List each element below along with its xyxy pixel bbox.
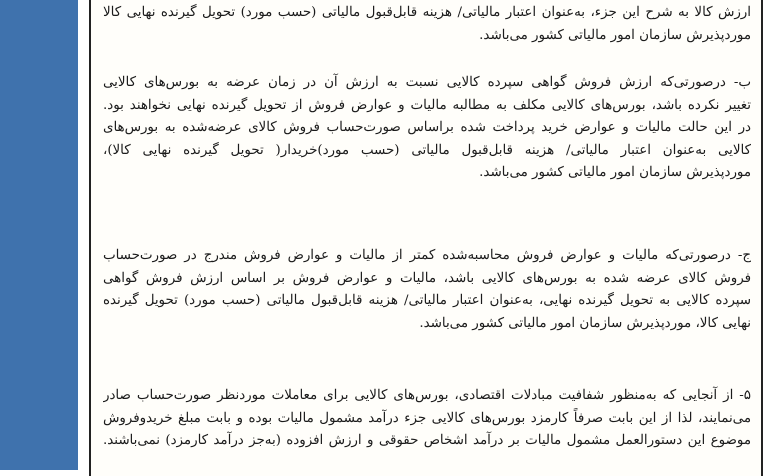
paragraph-3 bbox=[91, 245, 761, 335]
paragraph-4 bbox=[91, 385, 761, 453]
paragraph-1-line-2: موردپذیرش سازمان امور مالیاتی کشور می‌باشد. bbox=[479, 27, 751, 43]
paragraph-2-line-3: در این حالت مالیات و عوارض خرید پرداخت شده براساس صورت‌حساب فروش کالای عرضه‌شده به بورس‌های bbox=[103, 120, 751, 135]
paragraph-3-line-4: نهایی کالا، موردپذیرش سازمان امور مالیاتی کشور می‌باشد. bbox=[419, 315, 751, 331]
paragraph-2-line-1: ب- درصورتی‌که ارزش فروش گواهی سپرده کالایی نسبت به ارزش آن در زمان عرضه به بورس‌های کالایی bbox=[103, 75, 751, 90]
document-page bbox=[89, 0, 763, 476]
paragraph-4-line-2: می‌نمایند، لذا از این بابت صرفاً کارمزد بورس‌های کالایی جزء درآمد مشمول مالیات بوده و بابت مبلغ خریدوفروش bbox=[103, 410, 751, 426]
paragraph-1 bbox=[91, 2, 761, 47]
paragraph-3-line-3: سپرده کالایی به تحویل گیرنده نهایی، به‌عنوان اعتبار مالیاتی/ هزینه قابل‌قبول مالیاتی (حسب مورد) تحویل گیرنده bbox=[103, 293, 751, 308]
paragraph-3-line-1: ج- درصورتی‌که مالیات و عوارض فروش محاسبه‌شده کمتر از مالیات و عوارض فروش مندرج در صورت‌حساب bbox=[103, 248, 751, 263]
paragraph-3-line-2: فروش کالای عرضه شده به بورس‌های کالایی باشد، مالیات و عوارض فروش بر اساس ارزش فروش گواهی bbox=[103, 270, 751, 286]
paragraph-2-line-5: موردپذیرش سازمان امور مالیاتی کشور می‌باشد. bbox=[479, 165, 751, 180]
paragraph-4-line-3: موضوع این دستورالعمل مشمول مالیات بر درآمد اشخاص حقوقی و ارزش افزوده (به‌جز درآمد کارمزد) نمی‌باشند. bbox=[103, 433, 751, 448]
paragraph-2-line-2: تغییر نکرده باشد، بورس‌های کالایی مکلف به مطالبه مالیات و عوارض فروش از تحویل گیرنده نهایی نخواهند بود. bbox=[103, 97, 751, 113]
paragraph-2 bbox=[91, 72, 761, 185]
left-blue-margin bbox=[0, 0, 78, 470]
paragraph-2-line-4: کالایی به‌عنوان اعتبار مالیاتی/ هزینه قابل‌قبول مالیاتی (حسب مورد)خریدار( تحویل گیرنده نهایی کالا)، bbox=[103, 142, 751, 158]
paragraph-1-line-1: ارزش کالا به شرح این جزء، به‌عنوان اعتبار مالیاتی/ هزینه قابل‌قبول مالیاتی (حسب مورد) تحویل گیرنده نهایی کالا bbox=[103, 5, 751, 20]
paragraph-4-line-1: ۵- از آنجایی که به‌منظور شفافیت مبادلات اقتصادی، بورس‌های کالایی برای معاملات موردنظر صورت‌حساب صادر bbox=[103, 388, 751, 403]
